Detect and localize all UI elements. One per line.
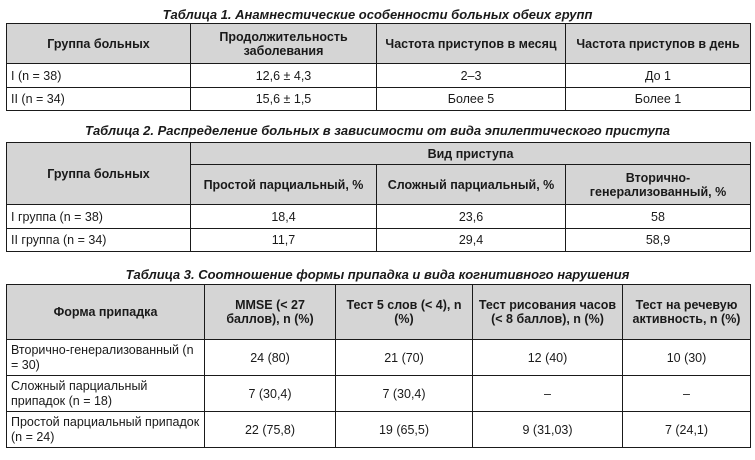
table1-cell: I (n = 38) — [7, 64, 191, 88]
table3-cell: 19 (65,5) — [336, 412, 473, 448]
table1-header-cell: Группа больных — [7, 24, 191, 64]
table2-group-header: Группа больных — [7, 143, 191, 205]
table2-cell: 29,4 — [377, 229, 566, 252]
table-row — [7, 205, 751, 229]
table1-cell: Более 1 — [566, 88, 751, 111]
table1-header-cell: Частота приступов в день — [566, 24, 751, 64]
table2-span-header: Вид приступа — [191, 143, 751, 165]
table1-title: Таблица 1. Анамнестические особенности больных обеих групп — [162, 7, 593, 22]
table3-cell: 22 (75,8) — [205, 412, 336, 448]
table1-cell: 12,6 ± 4,3 — [191, 64, 377, 88]
table3-header-cell: Тест на речевую активность, n (%) — [623, 285, 751, 340]
table1-header-cell: Продолжительность заболевания — [191, 24, 377, 64]
table3-cell: 10 (30) — [623, 340, 751, 376]
table1-header-cell: Частота приступов в месяц — [377, 24, 566, 64]
table-row — [7, 340, 751, 376]
table3-cell: 7 (24,1) — [623, 412, 751, 448]
table2-cell: II группа (n = 34) — [7, 229, 191, 252]
table3-cell: – — [473, 376, 623, 412]
table2-subheader-cell: Простой парциальный, % — [191, 165, 377, 205]
table1-cell: II (n = 34) — [7, 88, 191, 111]
table3-cell: 7 (30,4) — [336, 376, 473, 412]
table3-cell: – — [623, 376, 751, 412]
table2-subheader-cell: Вторично-генерализованный, % — [566, 165, 751, 205]
table2-cell: I группа (n = 38) — [7, 205, 191, 229]
table1-cell: До 1 — [566, 64, 751, 88]
table-row — [7, 412, 751, 448]
table-row — [7, 229, 751, 252]
table1-cell: 2–3 — [377, 64, 566, 88]
table2-header-row — [7, 143, 751, 165]
table3-cell: Вторично-генерализованный (n = 30) — [7, 340, 205, 376]
table3-cell: 9 (31,03) — [473, 412, 623, 448]
table2-cell: 23,6 — [377, 205, 566, 229]
table3-header-cell: Тест 5 слов (< 4), n (%) — [336, 285, 473, 340]
table3-cell: Простой парциальный припадок (n = 24) — [7, 412, 205, 448]
table2 — [6, 142, 751, 252]
table3-header-row — [7, 285, 751, 340]
table3-cell: 21 (70) — [336, 340, 473, 376]
table1-header-row — [7, 24, 751, 64]
table3-cell: 7 (30,4) — [205, 376, 336, 412]
table3-header-cell: Форма припадка — [7, 285, 205, 340]
table1 — [6, 23, 751, 111]
table2-title: Таблица 2. Распределение больных в зависимости от вида эпилептического приступа — [85, 123, 670, 138]
table3-title: Таблица 3. Соотношение формы припадка и вида когнитивного нарушения — [125, 267, 630, 282]
table2-subheader-cell: Сложный парциальный, % — [377, 165, 566, 205]
table-row — [7, 376, 751, 412]
table1-cell: Более 5 — [377, 88, 566, 111]
table3-header-cell: MMSE (< 27 баллов), n (%) — [205, 285, 336, 340]
table3-header-cell: Тест рисования часов (< 8 баллов), n (%) — [473, 285, 623, 340]
table3-cell: 24 (80) — [205, 340, 336, 376]
table2-cell: 11,7 — [191, 229, 377, 252]
table3-cell: Сложный парциальный припадок (n = 18) — [7, 376, 205, 412]
table2-cell: 58,9 — [566, 229, 751, 252]
table-row — [7, 88, 751, 111]
table2-cell: 18,4 — [191, 205, 377, 229]
table-row — [7, 64, 751, 88]
table1-cell: 15,6 ± 1,5 — [191, 88, 377, 111]
table3 — [6, 284, 751, 448]
table2-cell: 58 — [566, 205, 751, 229]
table3-cell: 12 (40) — [473, 340, 623, 376]
